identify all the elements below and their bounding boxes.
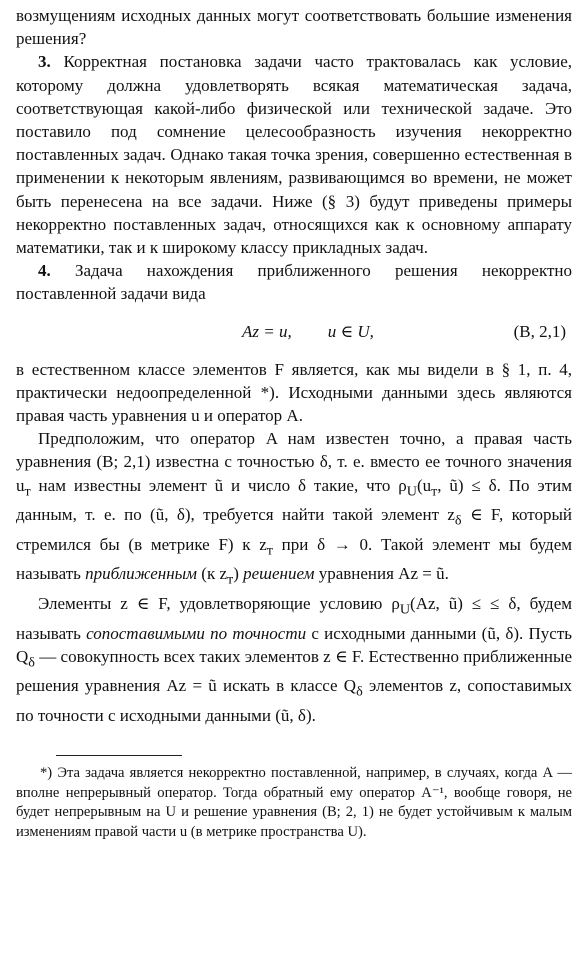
p5-part-a: Предположим, что оператор A нам известен точно, а правая часть уравнения (B; 2,1) известна с точностью δ, т. е. вместо ее точного значения u [16, 429, 572, 495]
equation-b-2-1 [16, 310, 572, 354]
subscript-u: U [406, 483, 417, 500]
p6-part-e: элементов z, сопоставимых по точности с исходными данными (ũ, δ). [16, 676, 572, 726]
p5-part-c: (u [416, 475, 432, 495]
paragraph-3 [16, 50, 572, 259]
subscript-u: U [399, 601, 411, 618]
subscript-t: т [227, 571, 234, 588]
paragraph-4-text: Задача нахождения приближенного решения некорректно поставленной задачи вида [16, 261, 573, 304]
paragraph-6 [16, 592, 572, 727]
paragraph-5 [16, 427, 572, 592]
intro-paragraph: возмущениям исходных данных могут соответствовать большие изменения решения? [16, 6, 572, 49]
subscript-delta: δ [454, 512, 462, 529]
subscript-t: т [266, 542, 273, 559]
term-comparable: сопоставимыми по точности [86, 623, 307, 643]
term-approximate: приближенным [85, 564, 198, 584]
paragraph-4 [16, 259, 572, 305]
p5-part-e: ∈ F, который стремился бы (в метрике F) к z [16, 505, 573, 554]
equation-expression [242, 322, 374, 342]
subscript-t: т [24, 483, 31, 500]
paragraph-number-3: 3. [38, 52, 51, 72]
p6-part-b: (Az, ũ) ≤ ≤ δ, будем называть [16, 594, 573, 643]
footnote: *) Эта задача является некорректно поставленной, например, в случаях, когда A — вполне непрерывный оператор. Тогда обратный ему оператор A⁻¹, вообще говоря, не будет непрерывным на U и решение уравнения (B; 2, 1) не будет устойчивым к малым изменениям правой части u (в метрике пространства U). [16, 765, 572, 840]
p6-part-d: — совокупность всех таких элементов z ∈ F. Естественно приближенные решения уравнения Az = ũ искать в классе Q [16, 646, 572, 696]
equation-condition: u ∈ U, [327, 321, 374, 341]
p6-part-c: с исходными данными (ũ, δ). Пусть Q [16, 623, 573, 666]
equation-number: (B, 2,1) [513, 321, 566, 341]
p5-part-b: нам известны элемент ũ и число δ такие, что ρ [30, 475, 407, 495]
term-solution: решением [243, 564, 315, 584]
p5-part-g: (к z [197, 564, 227, 584]
paragraph-4-continuation: в естественном классе элементов F является, как мы видели в § 1, п. 4, практически недоопределенной *). Исходными данными здесь являются правая часть уравнения u и оператор A. [16, 359, 572, 426]
paragraph-number-4: 4. [38, 261, 51, 281]
equation-main: Az = u, [242, 321, 292, 341]
subscript-delta: δ [28, 654, 35, 671]
subscript-t: т [431, 483, 438, 500]
p5-part-d: , ũ) ≤ δ. По этим данным, т. е. по (ũ, δ), требуется найти такой элемент z [16, 475, 573, 525]
subscript-delta: δ [356, 683, 363, 700]
paragraph-3-text: Корректная постановка задачи часто трактовалась как условие, которому должна удовлетворять всякая математическая задача, соответствующая какой-либо физической или технической задаче. Это поставило под сомнение целесообразность изучения некорректно поставленных задач. Однако такая точка зрения, совершенно естественная в применении к некоторым явлениям, развивающимся во времени, не может быть перенесена на все задачи. Ниже (§ 3) будут приведены примеры некорректно поставленных задач, относящихся как к основному аппарату математики, так и к широкому классу прикладных задач. [16, 52, 573, 258]
p5-part-f: при δ → 0. Такой элемент мы будем называть [16, 534, 572, 584]
p5-part-i: уравнения Az = ũ. [314, 564, 449, 584]
p5-part-h: ) [233, 564, 244, 584]
p6-part-a: Элементы z ∈ F, удовлетворяющие условию ρ [38, 594, 400, 614]
footnote-divider [56, 755, 182, 756]
